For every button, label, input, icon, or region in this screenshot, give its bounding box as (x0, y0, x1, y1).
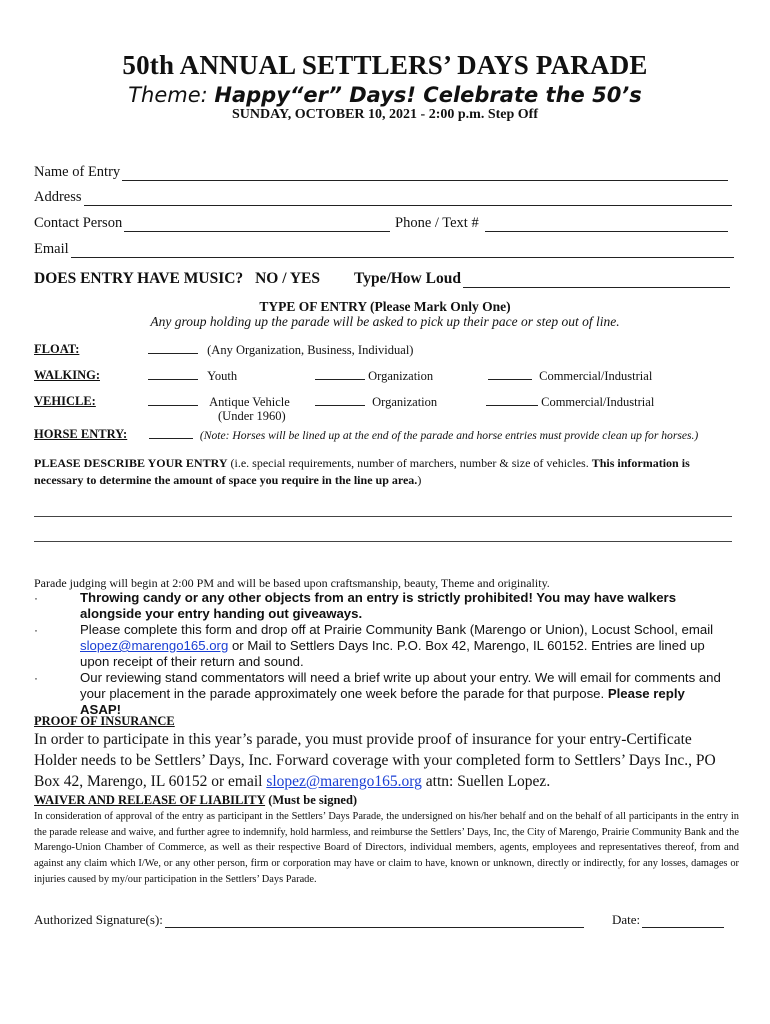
describe-entry-instructions (34, 455, 734, 489)
float-option-text: (Any Organization, Business, Individual) (207, 343, 414, 357)
email-line[interactable] (71, 244, 734, 258)
address-field[interactable] (34, 189, 732, 206)
walking-youth-option[interactable] (148, 368, 237, 384)
date-line[interactable] (642, 914, 724, 928)
contact-person-field[interactable] (34, 215, 390, 232)
bullet-submit-post: or Mail to Settlers Days Inc. P.O. Box 42, Marengo, IL 60152. Entries are lined up upon receipt of their return and sound. (80, 638, 705, 669)
signature-line[interactable] (165, 914, 584, 928)
name-of-entry-line[interactable] (122, 167, 728, 181)
proof-email-link[interactable]: slopez@marengo165.org (266, 773, 422, 790)
email-label: Email (34, 241, 69, 257)
proof-of-insurance-text (34, 729, 734, 792)
bullet-list (34, 590, 724, 718)
date-field[interactable] (612, 912, 724, 928)
bullet-commentators-bold: Please reply ASAP! (80, 686, 685, 717)
entry-type-note: Any group holding up the parade will be asked to pick up their pace or step out of line. (150, 314, 620, 329)
vehicle-commercial-text: Commercial/Industrial (541, 395, 655, 409)
music-slash: / (282, 270, 287, 287)
vehicle-organization-blank[interactable] (315, 394, 365, 406)
vehicle-label: VEHICLE: (34, 394, 96, 408)
horse-entry-blank[interactable] (149, 427, 193, 439)
music-question-row (34, 270, 320, 288)
proof-of-insurance-heading: PROOF OF INSURANCE (34, 714, 175, 728)
contact-person-label: Contact Person (34, 215, 123, 231)
music-type-label: Type/How Loud (354, 270, 461, 287)
form-title: 50th ANNUAL SETTLERS’ DAYS PARADE (122, 50, 648, 80)
walking-organization-text: Organization (368, 369, 434, 383)
theme-line (0, 83, 770, 107)
name-of-entry-field[interactable] (34, 164, 728, 181)
phone-field[interactable] (395, 215, 728, 232)
email-field[interactable] (34, 241, 734, 258)
describe-close: ) (417, 473, 422, 487)
describe-lead: PLEASE DESCRIBE YOUR ENTRY (34, 456, 228, 470)
address-label: Address (34, 189, 82, 205)
vehicle-organization-option[interactable] (315, 394, 437, 410)
bullet-item (34, 670, 724, 718)
walking-youth-blank[interactable] (148, 368, 198, 380)
vehicle-commercial-option[interactable] (486, 394, 654, 410)
bullet-text-submit (80, 622, 724, 670)
waiver-heading (34, 793, 357, 808)
phone-line[interactable] (485, 218, 728, 232)
float-option[interactable] (148, 342, 413, 358)
music-question: DOES ENTRY HAVE MUSIC? (34, 270, 244, 287)
describe-bold: This information is necessary to determine the amount of space you require in the line up area. (34, 456, 690, 487)
phone-label: Phone / Text # (395, 215, 479, 231)
entry-type-heading: TYPE OF ENTRY (Please Mark Only One) (259, 299, 511, 314)
name-of-entry-label: Name of Entry (34, 164, 121, 180)
bullet-item (34, 622, 724, 670)
walking-commercial-text: Commercial/Industrial (539, 369, 653, 383)
vehicle-antique-text: Antique Vehicle (209, 395, 290, 409)
float-label: FLOAT: (34, 342, 80, 356)
walking-organization-option[interactable] (315, 368, 433, 384)
bullet-text-commentators (80, 670, 724, 718)
walking-youth-text: Youth (207, 369, 238, 383)
theme-text: Happy“er” Days! Celebrate the 50’s (214, 83, 642, 107)
music-type-line[interactable] (463, 274, 730, 288)
walking-label: WALKING: (34, 368, 100, 382)
signature-field[interactable] (34, 912, 584, 928)
bullet-dot: · (34, 591, 38, 605)
signature-label: Authorized Signature(s): (34, 912, 163, 927)
proof-text-pre: In order to participate in this year’s parade, you must provide proof of insurance for your entry-Certificate Holder needs to be Settlers’ Days, Inc. Forward coverage with your completed form to Settlers’ Days Inc., PO Box 42, Marengo, IL 60152 or email (34, 731, 716, 790)
music-type-field[interactable] (354, 270, 730, 288)
walking-commercial-blank[interactable] (488, 368, 532, 380)
bullet-text-candy: Throwing candy or any other objects from an entry is strictly prohibited! You may have walkers alongside your entry handing out giveaways. (80, 590, 677, 621)
contact-person-line[interactable] (124, 218, 390, 232)
horse-entry-option[interactable] (149, 427, 698, 442)
bullet-dot: · (34, 671, 38, 685)
bullet-dot: · (34, 623, 38, 637)
vehicle-organization-text: Organization (372, 395, 438, 409)
bullet-submit-pre: Please complete this form and drop off at Prairie Community Bank (Marengo or Union), Locust School, email (80, 622, 714, 637)
walking-organization-blank[interactable] (315, 368, 365, 380)
address-line[interactable] (84, 192, 732, 206)
judging-note: Parade judging will begin at 2:00 PM and will be based upon craftsmanship, beauty, Theme and originality. (34, 576, 550, 590)
walking-commercial-option[interactable] (488, 368, 652, 384)
float-blank[interactable] (148, 342, 198, 354)
waiver-text: In consideration of approval of the entry as participant in the Settlers’ Days Parade, the undersigned on his/her behalf and on the behalf of all participants in the entry in the parade release and waive, and further agree to indemnify, hold harmless, and reimburse the Settlers’ Days, Inc, the City of Marengo, Prairie Community Bank and the Marengo-Union Chamber of Commerce, as well as their respective Board of Directors, individual members, agents, employees and representatives thereof, from and against any claim which I/We, or any other person, firm or corporation may have or claim to have, known or unknown, directly or indirectly, for any losses, damages or injuries caused by my/our participation in the Settlers’ Days Parade. (34, 811, 739, 885)
vehicle-antique-option[interactable] (148, 394, 290, 410)
proof-text-post: attn: Suellen Lopez. (421, 773, 551, 790)
parade-date: SUNDAY, OCTOBER 10, 2021 - 2:00 p.m. Step Off (232, 107, 538, 122)
bullet-item (34, 590, 724, 622)
bullet-commentators-pre: Our reviewing stand commentators will need a brief write up about your entry. We will email for comments and your placement in the parade approximately one week before the parade for that purpose. (80, 670, 721, 701)
music-yes-option[interactable]: YES (289, 270, 320, 287)
describe-line-1[interactable] (34, 516, 732, 517)
vehicle-commercial-blank[interactable] (486, 394, 538, 406)
describe-line-2[interactable] (34, 541, 732, 542)
waiver-heading-tail: (Must be signed) (265, 793, 358, 807)
horse-entry-note: (Note: Horses will be lined up at the end of the parade and horse entries must provide clean up for horses.) (199, 429, 699, 442)
date-label: Date: (612, 912, 641, 927)
email-link[interactable]: slopez@marengo165.org (80, 638, 229, 653)
waiver-heading-underlined: WAIVER AND RELEASE OF LIABILITY (34, 793, 266, 807)
horse-entry-label: HORSE ENTRY: (34, 427, 128, 441)
music-no-option[interactable]: NO (255, 270, 279, 287)
theme-label: Theme: (128, 83, 208, 107)
vehicle-antique-subtext: (Under 1960) (218, 409, 286, 423)
vehicle-antique-blank[interactable] (148, 394, 198, 406)
describe-paren: (i.e. special requirements, number of marchers, number & size of vehicles. (227, 456, 592, 470)
